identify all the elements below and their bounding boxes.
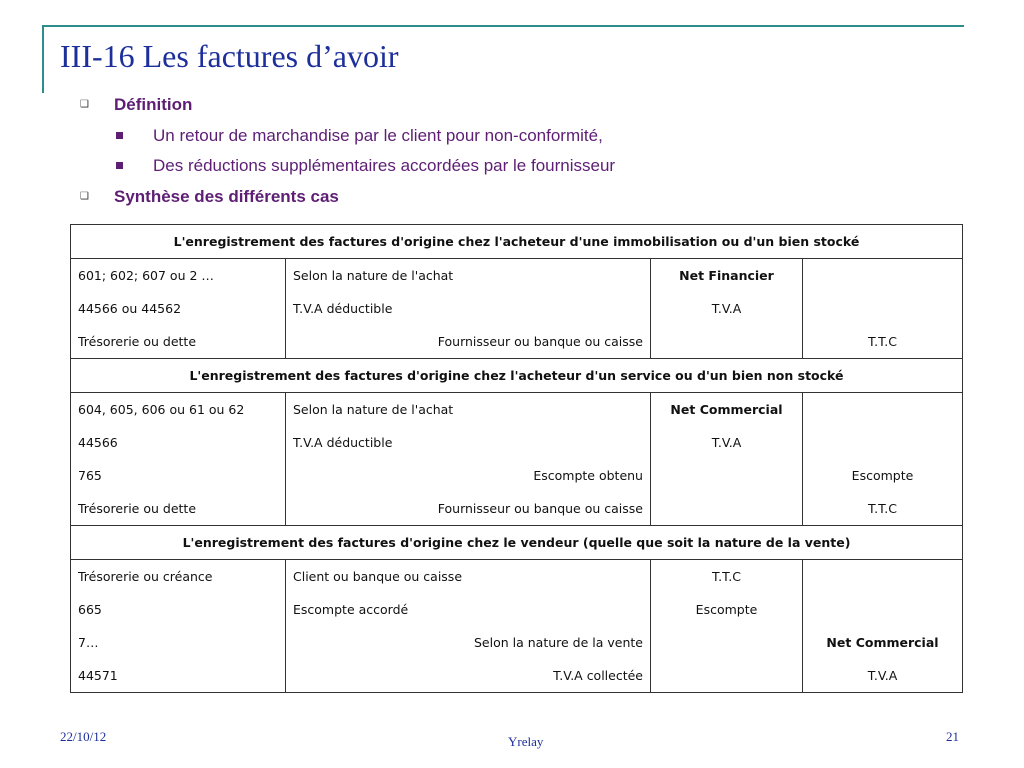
table-row: [71, 393, 963, 427]
debit-cell: [651, 659, 803, 693]
table-row: [71, 492, 963, 526]
footer-page-number: 21: [946, 729, 959, 744]
footer-author: Yrelay: [508, 734, 544, 749]
credit-cell: [803, 560, 963, 594]
account-cell: 44566 ou 44562: [71, 292, 286, 325]
label-cell: Fournisseur ou banque ou caisse: [286, 492, 651, 526]
debit-cell: T.V.A: [651, 292, 803, 325]
credit-cell: Net Commercial: [803, 626, 963, 659]
section-header: L'enregistrement des factures d'origine chez l'acheteur d'une immobilisation ou d'un bien stocké: [71, 225, 963, 259]
frame-left-line: [42, 25, 44, 93]
debit-cell: Escompte: [651, 593, 803, 626]
debit-cell: Net Commercial: [651, 393, 803, 427]
account-cell: Trésorerie ou dette: [71, 492, 286, 526]
sub-bullet-return: Un retour de marchandise par le client pour non-conformité,: [153, 126, 603, 145]
table-row: [71, 659, 963, 693]
table-row: [71, 292, 963, 325]
frame-top-line: [42, 25, 964, 27]
debit-cell: [651, 492, 803, 526]
label-cell: Selon la nature de l'achat: [286, 259, 651, 293]
table-row: [71, 426, 963, 459]
bullet-definition: Définition: [114, 95, 193, 114]
label-cell: Selon la nature de l'achat: [286, 393, 651, 427]
accounting-table: [70, 224, 963, 693]
account-cell: 604, 605, 606 ou 61 ou 62: [71, 393, 286, 427]
credit-cell: Escompte: [803, 459, 963, 492]
debit-cell: [651, 626, 803, 659]
account-cell: 665: [71, 593, 286, 626]
debit-cell: Net Financier: [651, 259, 803, 293]
hollow-square-bullet-icon: ❑: [80, 191, 89, 202]
slide-title: III-16 Les factures d’avoir: [60, 38, 399, 74]
table-row: [71, 560, 963, 594]
label-cell: Escompte obtenu: [286, 459, 651, 492]
debit-cell: T.V.A: [651, 426, 803, 459]
account-cell: Trésorerie ou créance: [71, 560, 286, 594]
hollow-square-bullet-icon: ❑: [80, 99, 89, 110]
label-cell: T.V.A collectée: [286, 659, 651, 693]
label-cell: Escompte accordé: [286, 593, 651, 626]
credit-cell: [803, 593, 963, 626]
credit-cell: [803, 259, 963, 293]
label-cell: T.V.A déductible: [286, 426, 651, 459]
debit-cell: [651, 325, 803, 359]
account-cell: 44571: [71, 659, 286, 693]
credit-cell: [803, 393, 963, 427]
section-header-row: [71, 359, 963, 393]
account-cell: 7…: [71, 626, 286, 659]
section-header-row: [71, 526, 963, 560]
square-bullet-icon: [116, 162, 123, 169]
credit-cell: T.V.A: [803, 659, 963, 693]
credit-cell: [803, 292, 963, 325]
bullet-synthesis: Synthèse des différents cas: [114, 187, 339, 206]
table-row: [71, 593, 963, 626]
credit-cell: T.T.C: [803, 492, 963, 526]
square-bullet-icon: [116, 132, 123, 139]
section-header-row: [71, 225, 963, 259]
account-cell: Trésorerie ou dette: [71, 325, 286, 359]
sub-bullet-reductions: Des réductions supplémentaires accordées par le fournisseur: [153, 156, 616, 175]
table-row: [71, 626, 963, 659]
label-cell: T.V.A déductible: [286, 292, 651, 325]
label-cell: Client ou banque ou caisse: [286, 560, 651, 594]
section-header: L'enregistrement des factures d'origine chez l'acheteur d'un service ou d'un bien non stocké: [71, 359, 963, 393]
account-cell: 601; 602; 607 ou 2 …: [71, 259, 286, 293]
debit-cell: T.T.C: [651, 560, 803, 594]
credit-cell: [803, 426, 963, 459]
account-cell: 44566: [71, 426, 286, 459]
section-header: L'enregistrement des factures d'origine chez le vendeur (quelle que soit la nature de la vente): [71, 526, 963, 560]
table-row: [71, 259, 963, 293]
debit-cell: [651, 459, 803, 492]
table-row: [71, 459, 963, 492]
footer-date: 22/10/12: [60, 729, 107, 744]
account-cell: 765: [71, 459, 286, 492]
table-row: [71, 325, 963, 359]
label-cell: Fournisseur ou banque ou caisse: [286, 325, 651, 359]
credit-cell: T.T.C: [803, 325, 963, 359]
label-cell: Selon la nature de la vente: [286, 626, 651, 659]
